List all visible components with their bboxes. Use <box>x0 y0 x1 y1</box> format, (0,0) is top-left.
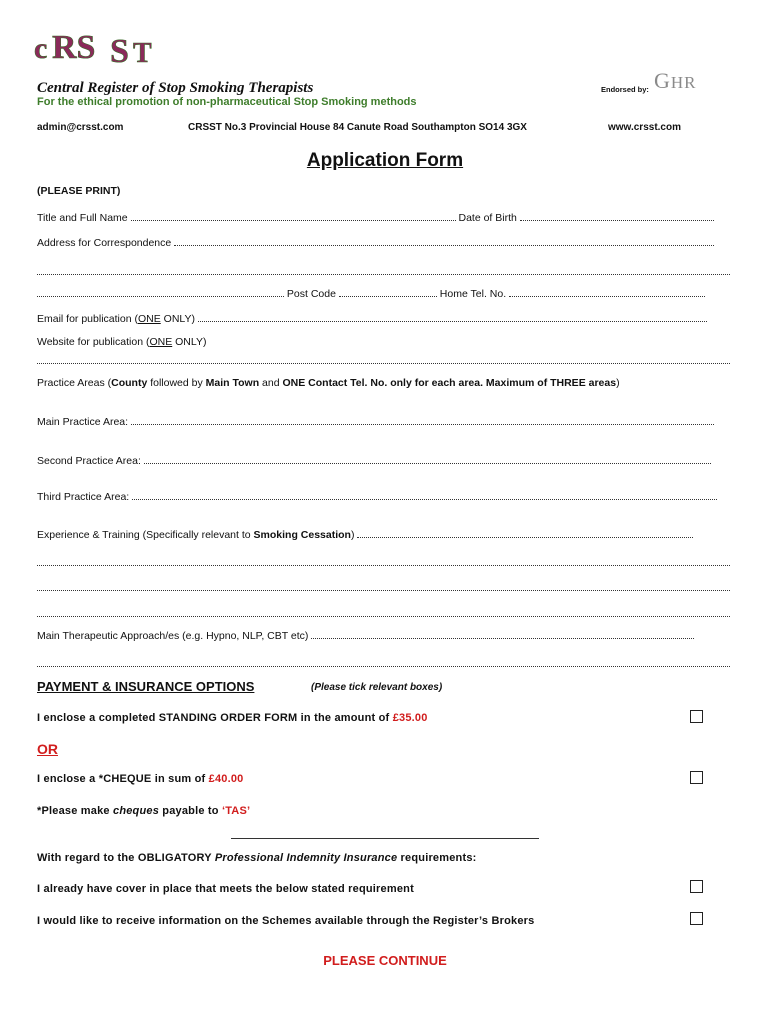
standing-order-text: I enclose a completed STANDING ORDER FORM in the amount of <box>37 712 393 724</box>
tagline: For the ethical promotion of non-pharmaceutical Stop Smoking methods <box>37 96 417 108</box>
address-line-3[interactable] <box>37 287 705 300</box>
payable-text: payable to <box>159 805 222 817</box>
email-label: Email for publication ( <box>37 313 138 325</box>
or-label: OR <box>37 741 58 757</box>
approach-label: Main Therapeutic Approach/es (e.g. Hypno, NLP, CBT etc) <box>37 630 309 642</box>
practice-county: County <box>111 377 148 389</box>
contact-website: www.crsst.com <box>608 122 681 133</box>
email-publication-field[interactable] <box>37 312 707 325</box>
receive-info-text: I would like to receive information on the Schemes available through the Register’s Brokers <box>37 915 535 927</box>
second-area-label: Second Practice Area: <box>37 455 141 467</box>
indemnity-text: With regard to the OBLIGATORY <box>37 852 215 864</box>
approach-line-2[interactable] <box>37 654 730 672</box>
experience-field[interactable] <box>37 528 693 541</box>
org-name: Central Register of Stop Smoking Therapists <box>37 80 314 96</box>
divider <box>231 838 539 839</box>
practice-text: followed by <box>147 377 206 389</box>
experience-line-2[interactable] <box>37 553 730 571</box>
postcode-label: Post Code <box>286 288 336 300</box>
svg-text:c: c <box>34 32 48 65</box>
indemnity-italic: Professional Indemnity Insurance <box>214 852 398 864</box>
website-only: ONLY) <box>172 336 207 348</box>
contact-email: admin@crsst.com <box>37 122 124 133</box>
standing-order-option <box>37 712 428 724</box>
third-practice-area-field[interactable] <box>37 490 717 503</box>
experience-label: ) <box>350 529 355 541</box>
practice-text: Practice Areas ( <box>37 377 112 389</box>
address-label: Address for Correspondence <box>37 237 172 249</box>
payment-heading: PAYMENT & INSURANCE OPTIONS <box>37 679 255 694</box>
standing-order-amount: £35.00 <box>392 712 428 724</box>
svg-text:RS: RS <box>52 29 96 66</box>
print-note: (PLEASE PRINT) <box>37 185 121 197</box>
have-cover-checkbox[interactable] <box>690 880 703 893</box>
svg-text:T: T <box>133 38 152 68</box>
approach-field[interactable] <box>37 629 694 642</box>
website-one: ONE <box>149 336 173 348</box>
ghr-logo: GHR <box>654 68 697 93</box>
payable-note <box>37 805 250 817</box>
website-label: Website for publication ( <box>37 336 150 348</box>
contact-address: CRSST No.3 Provincial House 84 Canute Road Southampton SO14 3GX <box>188 122 527 133</box>
cheque-amount: £40.00 <box>208 773 244 785</box>
tick-hint: (Please tick relevant boxes) <box>311 682 443 693</box>
practice-text: ) <box>616 377 620 389</box>
standing-order-checkbox[interactable] <box>690 710 703 723</box>
practice-tel: ONE Contact Tel. No. only for each area. Maximum of THREE areas <box>282 377 617 389</box>
crsst-logo <box>32 22 172 68</box>
cheque-text: I enclose a *CHEQUE in sum of <box>37 773 209 785</box>
title-name-field[interactable] <box>37 211 714 224</box>
endorsed-label: Endorsed by: <box>601 85 649 94</box>
practice-town: Main Town <box>205 377 260 389</box>
experience-line-4[interactable] <box>37 604 730 622</box>
main-practice-area-field[interactable] <box>37 415 714 428</box>
title-name-label: Title and Full Name <box>37 212 128 224</box>
cheque-checkbox[interactable] <box>690 771 703 784</box>
form-title: Application Form <box>306 150 464 171</box>
payable-name: ‘TAS’ <box>221 805 251 817</box>
hometel-label: Home Tel. No. <box>439 288 507 300</box>
svg-text:S: S <box>110 33 129 68</box>
website-publication-label <box>37 336 206 348</box>
practice-areas-instructions <box>37 377 620 389</box>
website-publication-field[interactable] <box>37 351 730 369</box>
experience-line-3[interactable] <box>37 578 730 596</box>
cheque-option <box>37 773 244 785</box>
experience-bold: Smoking Cessation <box>253 529 351 541</box>
second-practice-area-field[interactable] <box>37 454 711 467</box>
receive-info-checkbox[interactable] <box>690 912 703 925</box>
email-only: ONLY) <box>160 313 195 325</box>
address-field[interactable] <box>37 236 714 249</box>
dob-label: Date of Birth <box>458 212 517 224</box>
have-cover-text: I already have cover in place that meets the below stated requirement <box>37 883 414 895</box>
address-line-2[interactable] <box>37 262 730 280</box>
email-one: ONE <box>137 313 161 325</box>
practice-text: and <box>259 377 283 389</box>
indemnity-text: requirements: <box>397 852 477 864</box>
please-continue: PLEASE CONTINUE <box>323 953 447 968</box>
payable-text: *Please make <box>37 805 113 817</box>
third-area-label: Third Practice Area: <box>37 491 130 503</box>
payable-cheques: cheques <box>113 805 160 817</box>
experience-label: Experience & Training (Specifically relevant to <box>37 529 254 541</box>
main-area-label: Main Practice Area: <box>37 416 129 428</box>
indemnity-heading <box>37 852 477 864</box>
